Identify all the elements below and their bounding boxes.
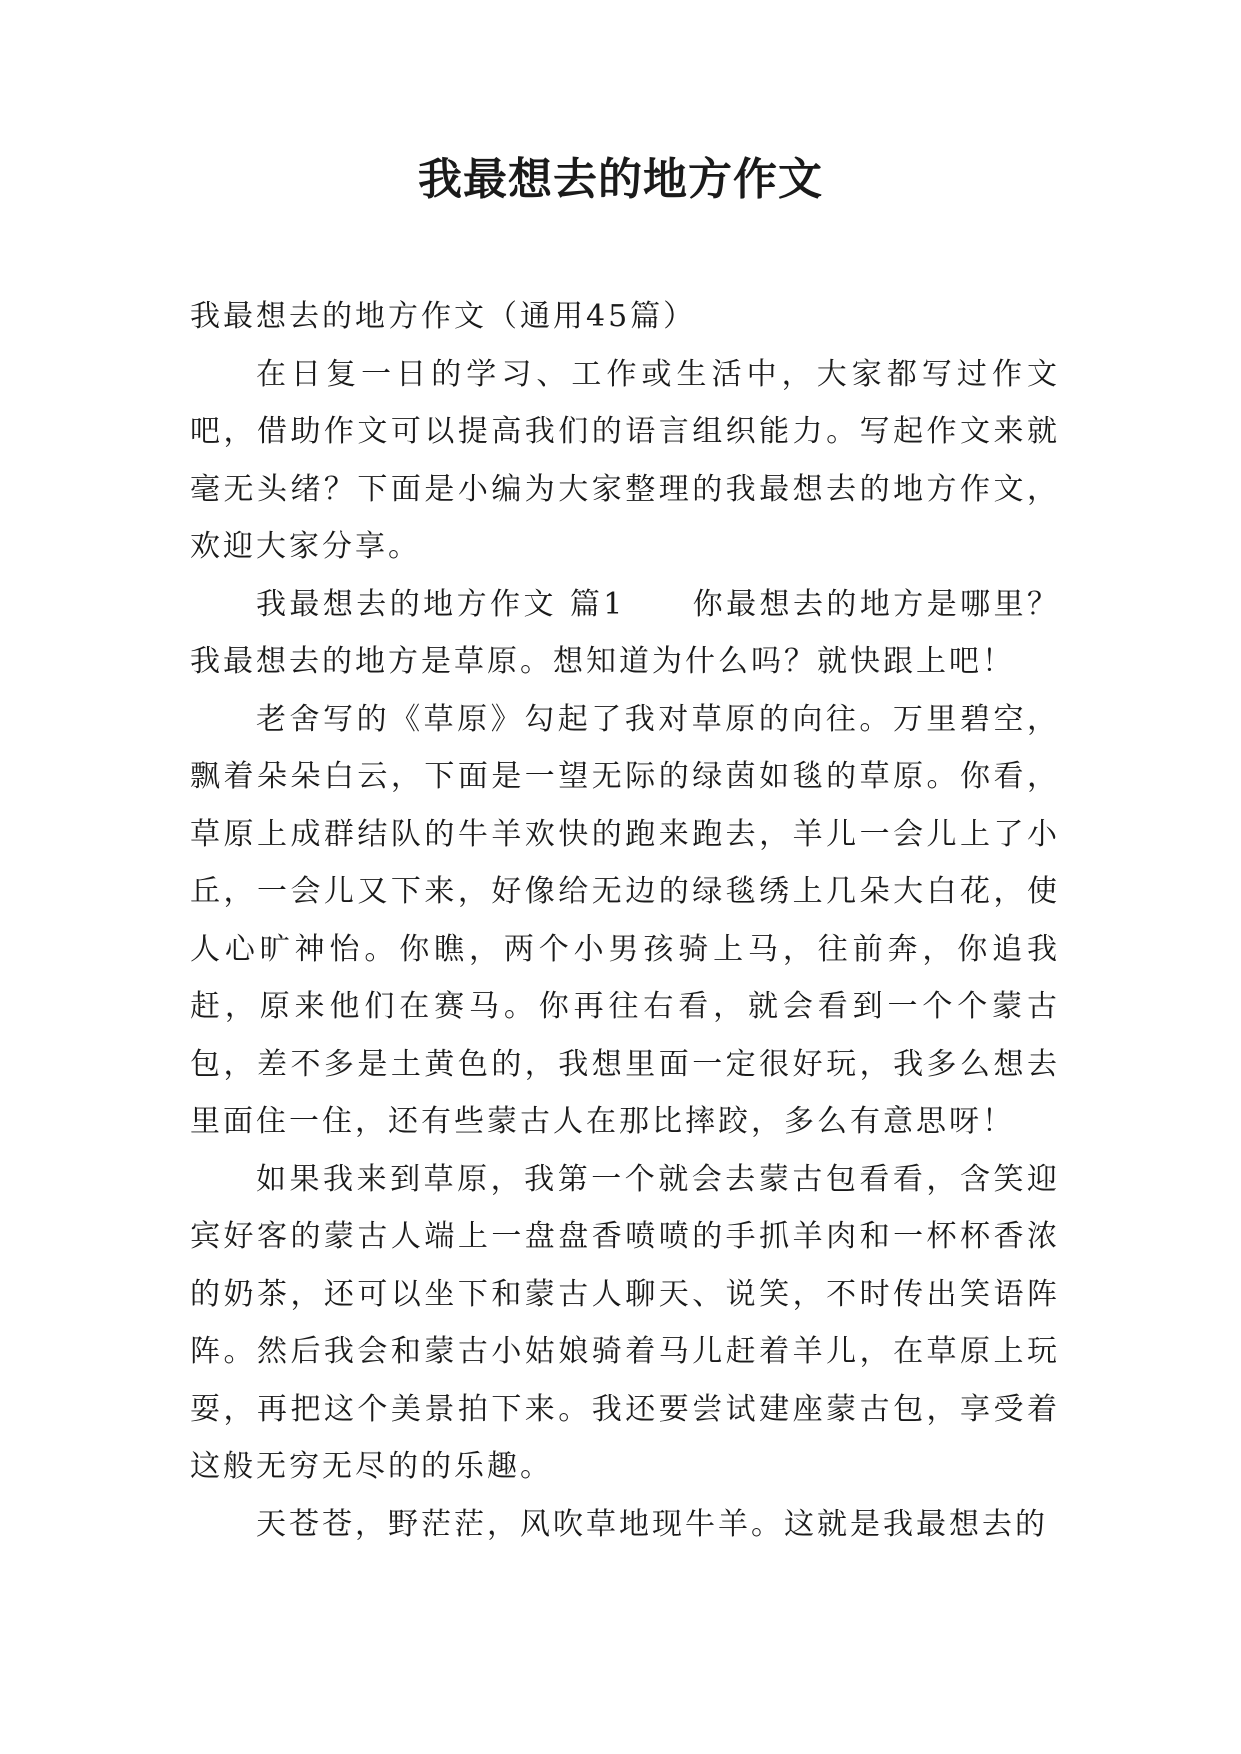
page-title: 我最想去的地方作文 bbox=[418, 154, 823, 205]
paragraph-grassland-plan: 如果我来到草原，我第一个就会去蒙古包看看，含笑迎宾好客的蒙古人端上一盘盘香喷喷的手抓羊肉和一杯杯香浓的奶茶，还可以坐下和蒙古人聊天、说笑，不时传出笑语阵阵。然后我会和蒙古小姑娘骑着马儿赶着羊儿，在草原上玩耍，再把这个美景拍下来。我还要尝试建座蒙古包，享受着这般无穷无尽的的乐趣。 bbox=[190, 1161, 1060, 1484]
paragraph-essay-1-heading: 我最想去的地方作文 篇1 你最想去的地方是哪里？我最想去的地方是草原。想知道为什么吗？就快跟上吧！ bbox=[190, 586, 1060, 679]
document-body bbox=[190, 288, 1060, 1553]
subtitle-line: 我最想去的地方作文（通用45篇） bbox=[190, 299, 697, 334]
paragraph-intro: 在日复一日的学习、工作或生活中，大家都写过作文吧，借助作文可以提高我们的语言组织能力。写起作文来就毫无头绪？下面是小编为大家整理的我最想去的地方作文，欢迎大家分享。 bbox=[190, 356, 1060, 564]
paragraph-closing: 天苍苍，野茫茫，风吹草地现牛羊。这就是我最想去的 bbox=[256, 1506, 1048, 1542]
paragraph-grassland-description: 老舍写的《草原》勾起了我对草原的向往。万里碧空，飘着朵朵白云，下面是一望无际的绿茵如毯的草原。你看，草原上成群结队的牛羊欢快的跑来跑去，羊儿一会儿上了小丘，一会儿又下来，好像给无边的绿毯绣上几朵大白花，使人心旷神怡。你瞧，两个小男孩骑上马，往前奔，你追我赶，原来他们在赛马。你再往右看，就会看到一个个蒙古包，差不多是土黄色的，我想里面一定很好玩，我多么想去里面住一住，还有些蒙古人在那比摔跤，多么有意思呀！ bbox=[190, 701, 1060, 1139]
